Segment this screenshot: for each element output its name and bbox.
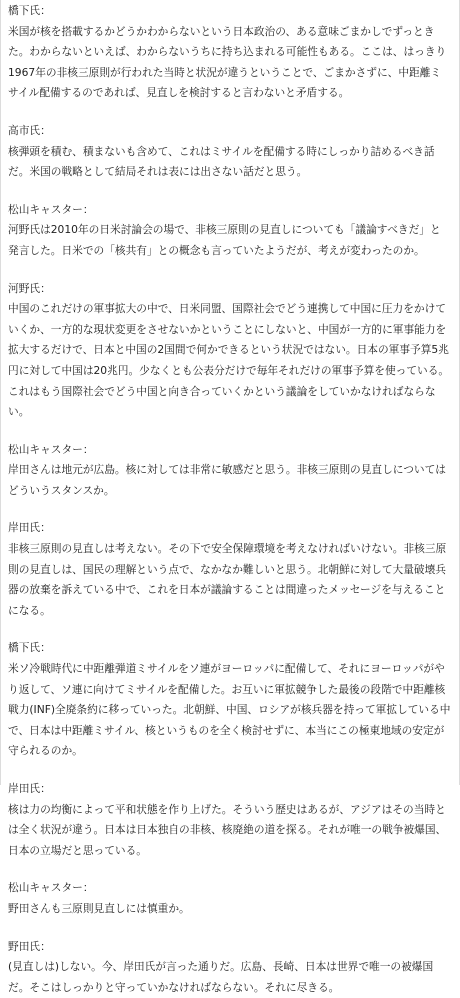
speech-text: 米ソ冷戦時代に中距離弾道ミサイルをソ連がヨーロッパに配備して、それにヨーロッパがやり返して、ソ連に向けてミサイルを配備した。お互いに軍拡競争した最後の段階で中距離核戦力(INF)全廃条約に移っていった。北朝鮮、中国、ロシアが核兵器を持って軍拡している中で、日本は中距離ミサイル、核というものを全く検討せずに、本当にこの極東地域の安定が守られるのか。	[8, 662, 451, 758]
speaker-name: 松山キャスター：	[8, 202, 94, 216]
speech-text: 河野氏は2010年の日米討論会の場で、非核三原則の見直しについても「議論すべきだ」と発言した。日米での「核共有」との概念も言っていたようだが、考えが変わったのか。	[8, 223, 441, 257]
dialogue-entry	[8, 200, 451, 262]
speech-text: 非核三原則の見直しは考えない。その下で安全保障環境を考えなければいけない。非核三原則の見直しは、国民の理解という点で、なかなか難しいと思う。北朝鮮に対して大量破壊兵器の放棄を訴えている中で、これを日本が議論することは間違ったメッセージを与えることになる。	[8, 542, 447, 617]
dialogue-entry	[8, 779, 451, 861]
speaker-name: 河野氏：	[8, 281, 51, 295]
speaker-name: 橋下氏：	[8, 641, 51, 655]
dialogue-entry	[8, 279, 451, 423]
speaker-name: 岸田氏：	[8, 782, 51, 795]
dialogue-entry	[8, 878, 451, 919]
dialogue-entry	[8, 937, 451, 998]
speaker-name: 野田氏：	[8, 939, 51, 953]
speech-text: 岸田さんは地元が広島。核に対しては非常に敏感だと思う。非核三原則の見直しについてはどういうスタンスか。	[8, 463, 446, 497]
dialogue-entry	[8, 518, 451, 621]
dialogue-entry	[8, 1, 451, 104]
speech-text: 核弾頭を積む、積まないも含めて、これはミサイルを配備する時にしっかり詰めるべき話だ。米国の戦略として結局それは表には出さない話だと思う。	[8, 144, 435, 179]
speech-text: 中国のこれだけの軍事拡大の中で、日米同盟、国際社会でどう連携して中国に圧力をかけていくか、一方的な現状変更をさせないかということにしないと、中国が一方的に軍事能力を拡大するだけで、日本と中国の2国間で何かできるという状況ではない。日本の軍事予算5兆円に対して中国は20兆円。少なくとも公表分だけで毎年それだけの軍事予算を使っている。これはもう国際社会でどう中国と向き合っていくかという議論をしていかなければならない。	[8, 302, 450, 419]
speech-text: (見直しは)しない。今、岸田氏が言った通りだ。広島、長崎、日本は世界で唯一の被爆国だ。そこはしっかりと守っていかなければならない。それに尽きる。	[8, 960, 434, 994]
dialogue-entry	[8, 121, 451, 183]
dialogue-entry	[8, 440, 451, 502]
speaker-name: 岸田氏：	[8, 521, 51, 535]
speech-text: 核は力の均衡によって平和状態を作り上げた。そういう歴史はあるが、アジアはその当時とは全く状況が違う。日本は日本独自の非核、核廃絶の道を探る。それが唯一の戦争被爆国、日本の立場だと思っている。	[8, 802, 447, 857]
speaker-name: 松山キャスター：	[8, 881, 94, 895]
speaker-name: 橋下氏：	[8, 4, 51, 17]
dialogue-entry	[8, 638, 451, 762]
speaker-name: 高市氏：	[8, 123, 51, 137]
speech-text: 野田さんも三原則見直しには慎重か。	[8, 901, 190, 915]
speech-text: 米国が核を搭載するかどうかわからないという日本政治の、ある意味ごまかしでずっときた。わからないといえば、わからないうちに持ち込まれる可能性もある。ここは、はっきり1967年の非核三原則が行われた当時と状況が違うということで、ごまかさずに、中距離ミサイル配備するのであれば、見直しを検討すると言わないと矛盾する。	[8, 24, 447, 100]
speaker-name: 松山キャスター：	[8, 442, 94, 456]
